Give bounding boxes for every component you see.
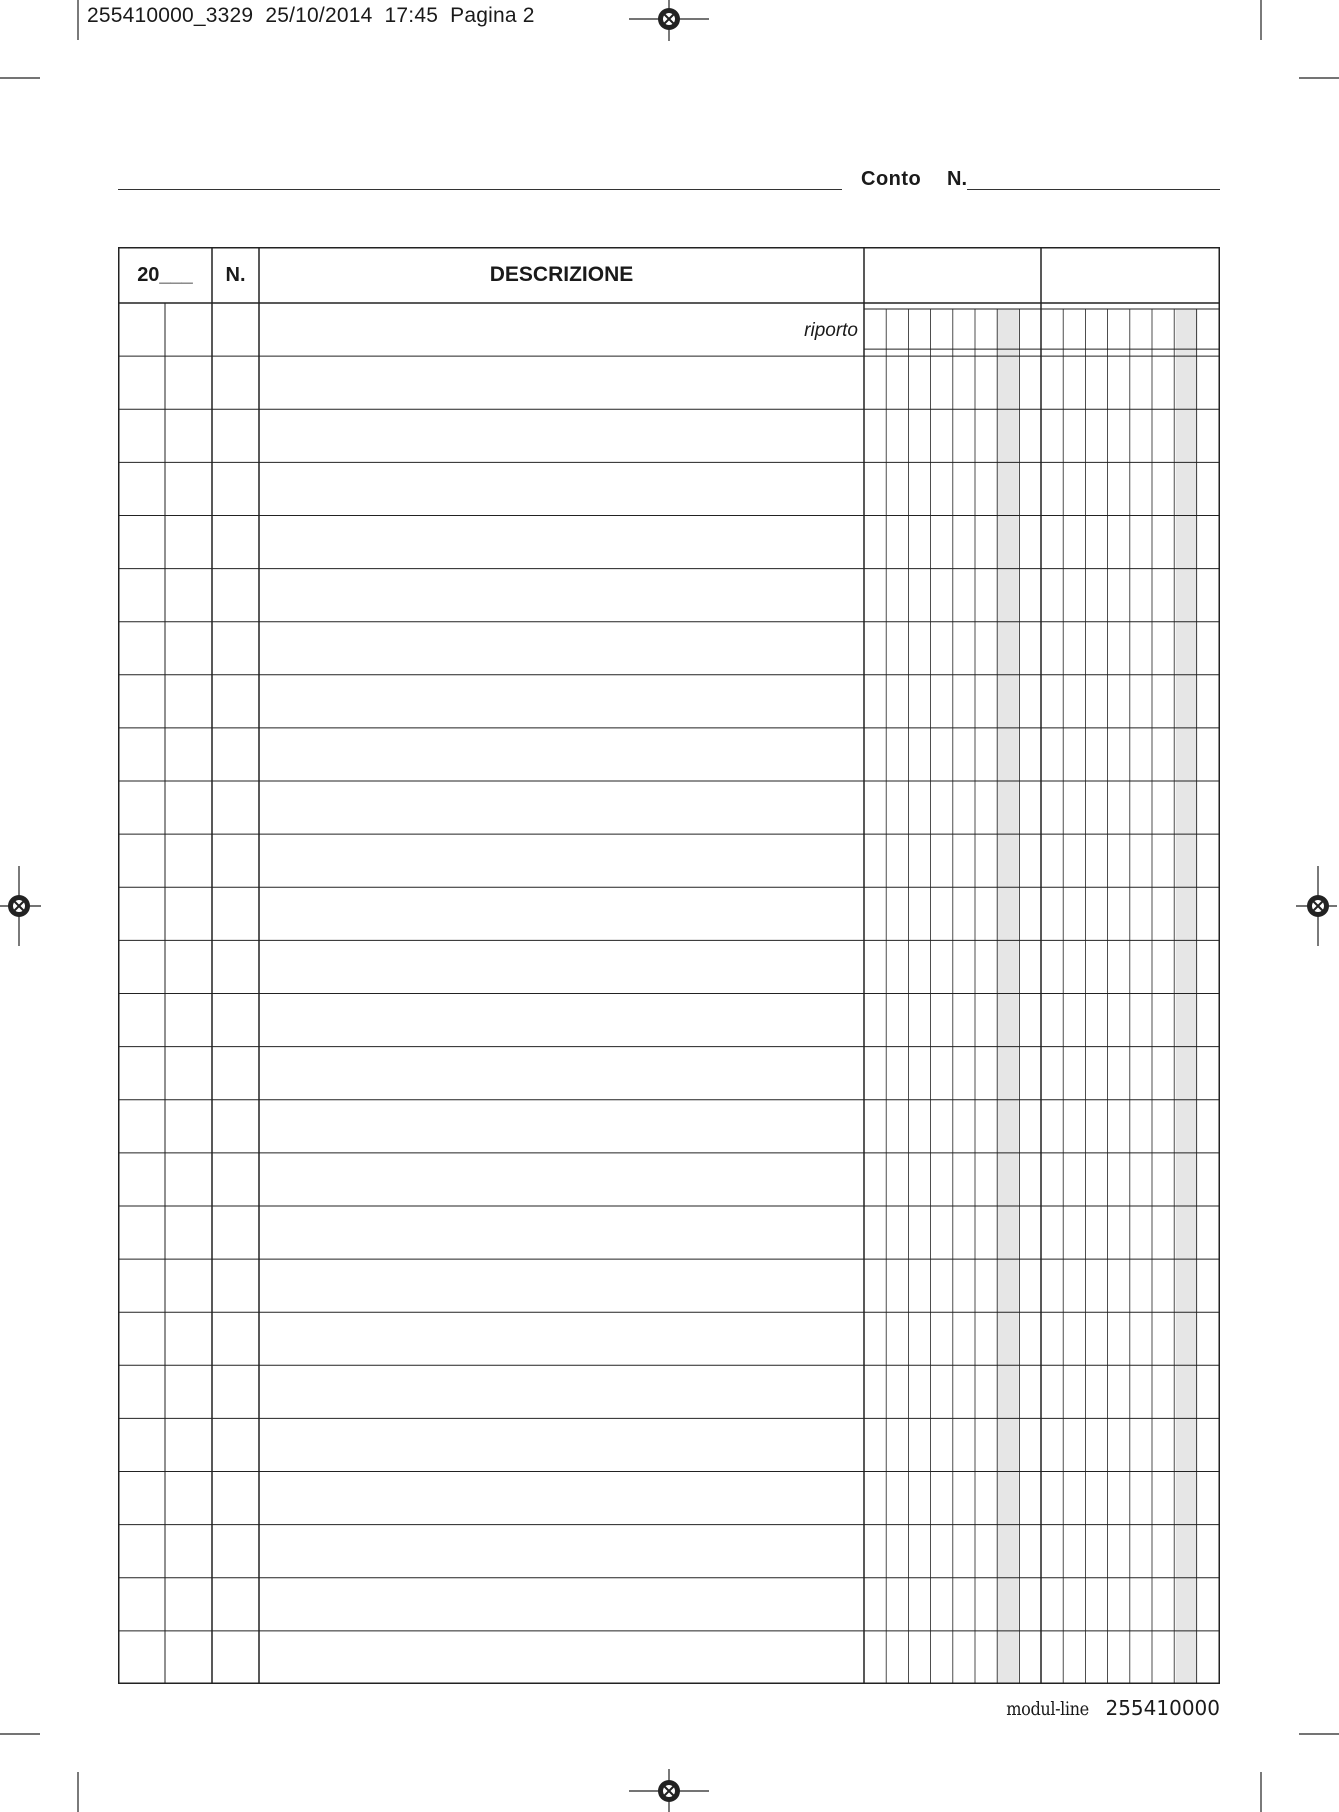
footer-brand: [999, 1696, 1220, 1721]
registration-mark-icon: [1296, 866, 1337, 946]
year-header: 20___: [137, 263, 193, 286]
ledger-table: [118, 247, 1220, 1684]
conto-label: Conto: [861, 168, 922, 190]
ledger-grid: [118, 247, 1220, 1684]
registration-mark-icon: [629, 0, 709, 41]
account-name-line[interactable]: [118, 189, 842, 190]
registration-mark-icon: [0, 866, 41, 946]
account-number-label: N.: [947, 168, 967, 190]
print-slug: 255410000_3329 25/10/2014 17:45 Pagina 2: [87, 4, 535, 27]
entry-number-header: N.: [225, 263, 246, 286]
product-code: 255410000: [1105, 1696, 1220, 1720]
carry-forward-label: riporto: [804, 320, 858, 341]
description-header: DESCRIZIONE: [489, 263, 634, 286]
account-number-line[interactable]: [967, 189, 1220, 190]
registration-mark-icon: [629, 1769, 709, 1812]
ledger-border: [119, 248, 1220, 1684]
brand-logo: modul-line: [1006, 1698, 1089, 1720]
